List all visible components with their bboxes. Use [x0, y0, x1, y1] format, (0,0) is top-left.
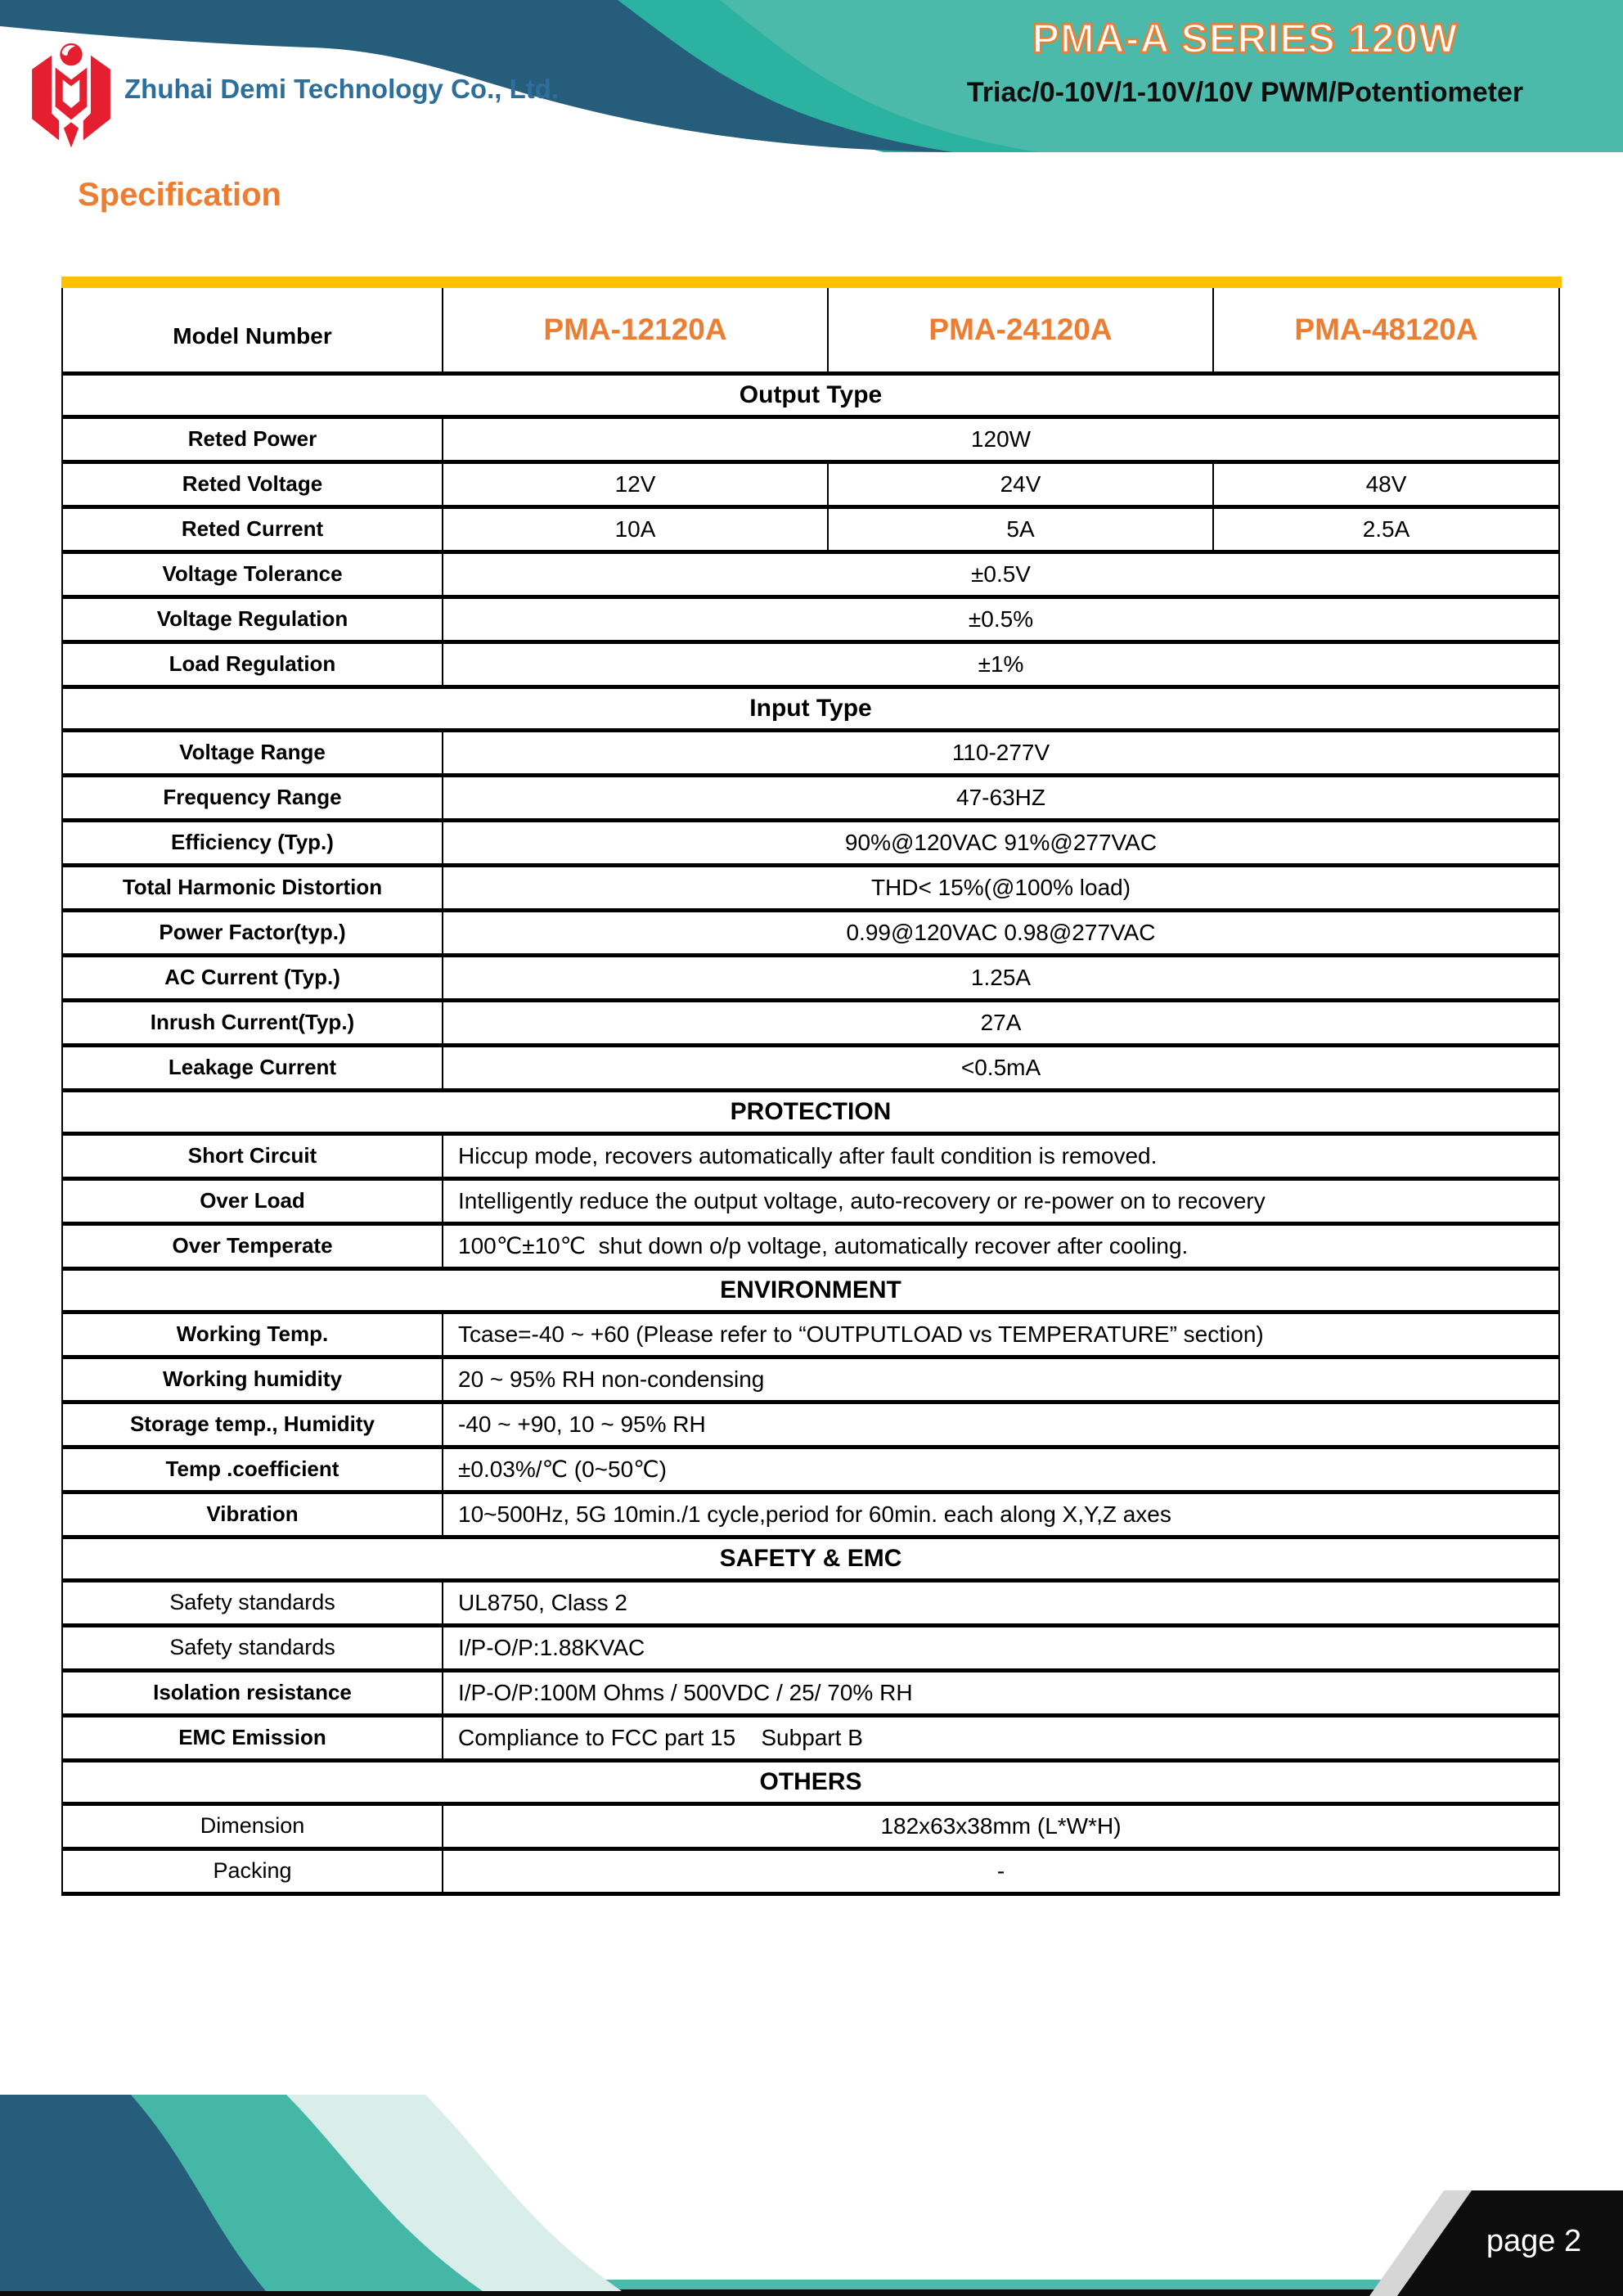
section-row — [62, 687, 1559, 730]
spec-row — [62, 1133, 1559, 1178]
row-label: Voltage Regulation — [62, 597, 443, 642]
spec-row — [62, 1580, 1559, 1625]
row-value: 5A — [828, 506, 1213, 551]
section-title: SAFETY & EMC — [62, 1537, 1559, 1580]
row-value: 10A — [443, 506, 828, 551]
spec-row — [62, 506, 1559, 551]
header-title-block — [918, 15, 1572, 109]
spec-row — [62, 461, 1559, 506]
row-label: Packing — [62, 1848, 443, 1893]
section-row — [62, 1268, 1559, 1312]
row-label: Inrush Current(Typ.) — [62, 1000, 443, 1045]
spec-row — [62, 820, 1559, 865]
row-value: 110-277V — [443, 730, 1559, 775]
section-row — [62, 1090, 1559, 1133]
row-value: ±0.03%/℃ (0~50℃) — [443, 1447, 1559, 1492]
spec-row — [62, 416, 1559, 461]
row-value: 0.99@120VAC 0.98@277VAC — [443, 910, 1559, 955]
spec-row — [62, 1312, 1559, 1357]
row-value: 120W — [443, 416, 1559, 461]
spec-row — [62, 1357, 1559, 1402]
row-label: Isolation resistance — [62, 1670, 443, 1715]
row-label: Leakage Current — [62, 1045, 443, 1090]
spec-row — [62, 775, 1559, 820]
row-value: Compliance to FCC part 15 Subpart B — [443, 1715, 1559, 1760]
row-value: 10~500Hz, 5G 10min./1 cycle,period for 60min. each along X,Y,Z axes — [443, 1492, 1559, 1537]
table-top-accent-bar — [61, 277, 1562, 288]
spec-row — [62, 730, 1559, 775]
row-value: THD< 15%(@100% load) — [443, 865, 1559, 910]
series-title: PMA-A SERIES 120W — [1032, 16, 1459, 61]
spec-row — [62, 955, 1559, 1000]
row-value: UL8750, Class 2 — [443, 1580, 1559, 1625]
spec-table-body — [62, 288, 1559, 1893]
row-label: Efficiency (Typ.) — [62, 820, 443, 865]
footer-wave-banner — [0, 2083, 1623, 2296]
section-row — [62, 1537, 1559, 1580]
row-value: Intelligently reduce the output voltage, auto-recovery or re-power on to recovery — [443, 1178, 1559, 1223]
row-value: 90%@120VAC 91%@277VAC — [443, 820, 1559, 865]
section-title: PROTECTION — [62, 1090, 1559, 1133]
row-label: Power Factor(typ.) — [62, 910, 443, 955]
spec-table-container — [61, 277, 1558, 1896]
row-label: Storage temp., Humidity — [62, 1402, 443, 1447]
row-value: 20 ~ 95% RH non-condensing — [443, 1357, 1559, 1402]
row-value: 48V — [1213, 461, 1559, 506]
spec-table — [61, 288, 1560, 1896]
spec-row — [62, 1670, 1559, 1715]
row-value: ±0.5V — [443, 551, 1559, 597]
section-title: ENVIRONMENT — [62, 1268, 1559, 1312]
model-number: PMA-24120A — [828, 288, 1213, 373]
spec-row — [62, 551, 1559, 597]
row-value: 182x63x38mm (L*W*H) — [443, 1803, 1559, 1848]
row-value: ±0.5% — [443, 597, 1559, 642]
spec-row — [62, 597, 1559, 642]
spec-row — [62, 1803, 1559, 1848]
row-value: <0.5mA — [443, 1045, 1559, 1090]
spec-row — [62, 642, 1559, 687]
row-value: Tcase=-40 ~ +60 (Please refer to “OUTPUTLOAD vs TEMPERATURE” section) — [443, 1312, 1559, 1357]
row-value: 12V — [443, 461, 828, 506]
row-value: -40 ~ +90, 10 ~ 95% RH — [443, 1402, 1559, 1447]
demi-logo — [25, 41, 118, 154]
row-value: Hiccup mode, recovers automatically after fault condition is removed. — [443, 1133, 1559, 1178]
section-title: OTHERS — [62, 1760, 1559, 1803]
row-label: Over Temperate — [62, 1223, 443, 1268]
row-value: 2.5A — [1213, 506, 1559, 551]
section-row — [62, 373, 1559, 416]
company-name: Zhuhai Demi Technology Co., Ltd. — [124, 74, 560, 104]
row-label: Safety standards — [62, 1580, 443, 1625]
row-label: Short Circuit — [62, 1133, 443, 1178]
spec-row — [62, 1625, 1559, 1670]
spec-row — [62, 1223, 1559, 1268]
row-label: Voltage Tolerance — [62, 551, 443, 597]
row-value: 24V — [828, 461, 1213, 506]
row-label: EMC Emission — [62, 1715, 443, 1760]
row-value: 1.25A — [443, 955, 1559, 1000]
row-label: Frequency Range — [62, 775, 443, 820]
row-value: - — [443, 1848, 1559, 1893]
spec-row — [62, 1715, 1559, 1760]
row-label: Total Harmonic Distortion — [62, 865, 443, 910]
row-label: Temp .coefficient — [62, 1447, 443, 1492]
row-value: ±1% — [443, 642, 1559, 687]
model-number: PMA-12120A — [443, 288, 828, 373]
spec-row — [62, 1447, 1559, 1492]
spec-row — [62, 865, 1559, 910]
row-label: Voltage Range — [62, 730, 443, 775]
row-label: Reted Voltage — [62, 461, 443, 506]
row-label: Reted Power — [62, 416, 443, 461]
section-title: Input Type — [62, 687, 1559, 730]
spec-row — [62, 910, 1559, 955]
model-number: PMA-48120A — [1213, 288, 1559, 373]
row-label: Over Load — [62, 1178, 443, 1223]
row-label: Safety standards — [62, 1625, 443, 1670]
spec-row — [62, 1402, 1559, 1447]
spec-row — [62, 1848, 1559, 1893]
spec-row — [62, 1178, 1559, 1223]
section-title: Output Type — [62, 373, 1559, 416]
model-number-label: Model Number — [62, 288, 443, 373]
row-label: Working Temp. — [62, 1312, 443, 1357]
row-label: Vibration — [62, 1492, 443, 1537]
model-header-row — [62, 288, 1559, 373]
row-label: Working humidity — [62, 1357, 443, 1402]
row-value: I/P-O/P:1.88KVAC — [443, 1625, 1559, 1670]
spec-row — [62, 1000, 1559, 1045]
spec-row — [62, 1492, 1559, 1537]
row-value: 47-63HZ — [443, 775, 1559, 820]
series-subtitle: Triac/0-10V/1-10V/10V PWM/Potentiometer — [966, 77, 1524, 108]
row-value: 27A — [443, 1000, 1559, 1045]
row-label: Reted Current — [62, 506, 443, 551]
row-value: I/P-O/P:100M Ohms / 500VDC / 25/ 70% RH — [443, 1670, 1559, 1715]
row-label: Load Regulation — [62, 642, 443, 687]
row-label: Dimension — [62, 1803, 443, 1848]
page-title: Specification — [78, 177, 281, 213]
section-row — [62, 1760, 1559, 1803]
row-value: 100℃±10℃ shut down o/p voltage, automatically recover after cooling. — [443, 1223, 1559, 1268]
page-number: page 2 — [1486, 2224, 1582, 2258]
spec-row — [62, 1045, 1559, 1090]
row-label: AC Current (Typ.) — [62, 955, 443, 1000]
